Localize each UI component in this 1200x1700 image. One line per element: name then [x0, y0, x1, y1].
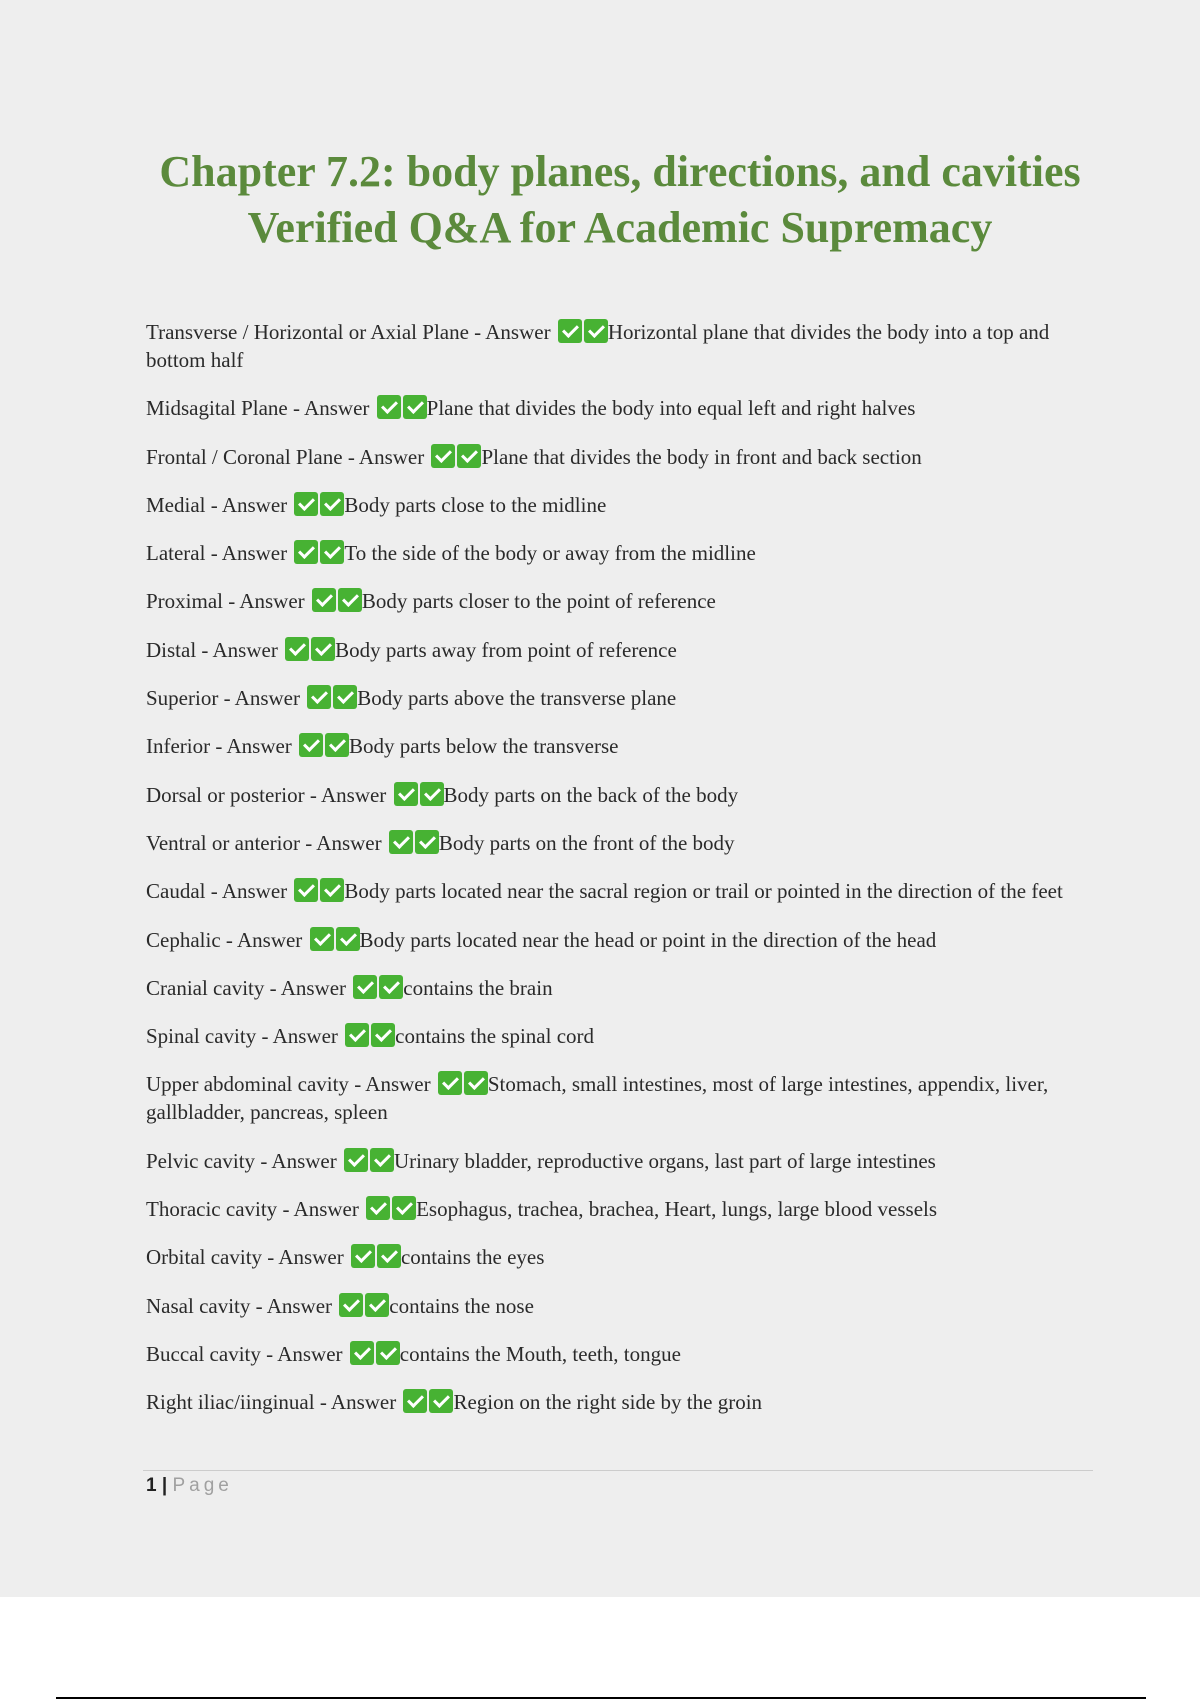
answer-separator: - Answer: [210, 541, 288, 566]
check-mark-icon: [320, 492, 344, 516]
answer-separator: - Answer: [201, 637, 278, 662]
check-mark-icon: [294, 540, 318, 564]
check-mark-icon: [365, 1293, 389, 1317]
answer-separator: - Answer: [309, 782, 387, 807]
bottom-divider: [56, 1697, 1146, 1699]
qa-item: [146, 636, 1091, 664]
check-mark-icon: [464, 1071, 488, 1095]
check-mark-icon: [285, 637, 309, 661]
qa-term: Cranial cavity: [146, 975, 265, 1000]
qa-answer: Body parts away from point of reference: [335, 637, 677, 662]
answer-separator: - Answer: [266, 1341, 343, 1366]
answer-separator: - Answer: [267, 1245, 344, 1270]
check-mark-icon: [389, 830, 413, 854]
qa-term: Proximal: [146, 589, 223, 614]
check-mark-icon: [333, 685, 357, 709]
qa-answer: contains the Mouth, teeth, tongue: [399, 1341, 681, 1366]
qa-item: [146, 1243, 1091, 1271]
check-mark-icon: [312, 588, 336, 612]
qa-item: [146, 829, 1091, 857]
check-mark-icon: [344, 1148, 368, 1172]
qa-answer: Plane that divides the body into equal left and right halves: [426, 396, 916, 421]
answer-separator: - Answer: [225, 927, 303, 952]
qa-item: [146, 1388, 1091, 1416]
qa-answer: contains the spinal cord: [395, 1024, 595, 1049]
answer-separator: - Answer: [223, 686, 300, 711]
check-mark-icon: [429, 1389, 453, 1413]
check-mark-icon: [371, 1023, 395, 1047]
check-mark-icon: [370, 1148, 394, 1172]
check-mark-icon: [325, 733, 349, 757]
qa-term: Right iliac/iinginual: [146, 1390, 315, 1415]
page-number: 1: [146, 1475, 157, 1496]
answer-separator: - Answer: [261, 1024, 338, 1049]
check-mark-icon: [403, 395, 427, 419]
check-mark-icon: [336, 927, 360, 951]
qa-term: Medial: [146, 492, 206, 517]
check-mark-icon: [377, 1244, 401, 1268]
check-mark-icon: [403, 1389, 427, 1413]
qa-term: Inferior: [146, 734, 211, 759]
answer-separator: - Answer: [305, 830, 382, 855]
check-mark-icon: [558, 319, 582, 343]
answer-separator: - Answer: [282, 1197, 359, 1222]
qa-term: Transverse / Horizontal or Axial Plane: [146, 320, 469, 344]
qa-list: [146, 318, 1091, 1437]
check-mark-icon: [438, 1071, 462, 1095]
qa-item: [146, 443, 1091, 471]
qa-term: Thoracic cavity: [146, 1197, 278, 1222]
qa-answer: Body parts closer to the point of reference: [361, 589, 716, 614]
check-mark-icon: [379, 975, 403, 999]
check-mark-icon: [338, 588, 362, 612]
check-mark-icon: [366, 1196, 390, 1220]
qa-answer: To the side of the body or away from the midline: [344, 541, 756, 566]
qa-item: [146, 732, 1091, 760]
qa-answer: Body parts on the back of the body: [443, 782, 739, 807]
qa-item: [146, 587, 1091, 615]
answer-separator: - Answer: [319, 1390, 397, 1415]
qa-term: Distal: [146, 637, 197, 662]
page-footer: [146, 1474, 233, 1498]
qa-item: [146, 1147, 1091, 1175]
qa-answer: Body parts below the transverse: [349, 734, 619, 759]
qa-item: [146, 1292, 1091, 1320]
qa-term: Spinal cavity: [146, 1024, 257, 1049]
qa-term: Upper abdominal cavity: [146, 1072, 349, 1097]
qa-answer: Body parts above the transverse plane: [357, 686, 677, 711]
qa-answer: contains the eyes: [400, 1245, 545, 1270]
check-mark-icon: [420, 782, 444, 806]
check-mark-icon: [345, 1023, 369, 1047]
footer-divider: [143, 1470, 1093, 1471]
qa-item: [146, 539, 1091, 567]
check-mark-icon: [339, 1293, 363, 1317]
check-mark-icon: [376, 1341, 400, 1365]
qa-answer: Body parts close to the midline: [344, 492, 607, 517]
answer-separator: - Answer: [474, 320, 551, 344]
qa-term: Ventral or anterior: [146, 830, 300, 855]
answer-separator: - Answer: [292, 396, 370, 421]
qa-term: Cephalic: [146, 927, 221, 952]
qa-item: [146, 684, 1091, 712]
answer-separator: - Answer: [260, 1148, 337, 1173]
check-mark-icon: [394, 782, 418, 806]
qa-item: [146, 877, 1091, 905]
qa-term: Superior: [146, 686, 219, 711]
check-mark-icon: [310, 927, 334, 951]
qa-answer: Urinary bladder, reproductive organs, last part of large intestines: [393, 1148, 936, 1173]
qa-item: [146, 394, 1091, 422]
page-title: [100, 144, 1140, 256]
qa-answer: Horizontal plane that divides the body into a top and bottom half: [146, 320, 1050, 372]
answer-separator: - Answer: [215, 734, 292, 759]
check-mark-icon: [320, 878, 344, 902]
check-mark-icon: [311, 637, 335, 661]
qa-term: Midsagital Plane: [146, 396, 288, 421]
check-mark-icon: [351, 1244, 375, 1268]
qa-term: Caudal: [146, 879, 206, 904]
qa-term: Lateral: [146, 541, 206, 566]
check-mark-icon: [353, 975, 377, 999]
qa-item: [146, 318, 1091, 374]
answer-separator: - Answer: [210, 879, 288, 904]
answer-separator: - Answer: [210, 492, 288, 517]
check-mark-icon: [584, 319, 608, 343]
qa-term: Frontal / Coronal Plane: [146, 444, 343, 469]
qa-item: [146, 926, 1091, 954]
check-mark-icon: [294, 878, 318, 902]
qa-term: Buccal cavity: [146, 1341, 261, 1366]
qa-term: Dorsal or posterior: [146, 782, 305, 807]
qa-answer: Esophagus, trachea, brachea, Heart, lungs, large blood vessels: [416, 1197, 938, 1222]
check-mark-icon: [307, 685, 331, 709]
qa-term: Nasal cavity: [146, 1293, 251, 1318]
check-mark-icon: [392, 1196, 416, 1220]
qa-item: [146, 1022, 1091, 1050]
qa-answer: Region on the right side by the groin: [453, 1390, 763, 1415]
check-mark-icon: [299, 733, 323, 757]
answer-separator: - Answer: [269, 975, 347, 1000]
answer-separator: - Answer: [228, 589, 305, 614]
qa-item: [146, 974, 1091, 1002]
qa-answer: contains the brain: [403, 975, 553, 1000]
title-line-2: Verified Q&A for Academic Supremacy: [247, 203, 993, 252]
answer-separator: - Answer: [347, 444, 425, 469]
qa-item: [146, 491, 1091, 519]
check-mark-icon: [294, 492, 318, 516]
qa-answer: contains the nose: [389, 1293, 534, 1318]
page-separator: |: [161, 1475, 168, 1496]
qa-answer: Body parts located near the sacral region or trail or pointed in the direction of the feet: [344, 879, 1063, 904]
qa-item: [146, 781, 1091, 809]
qa-item: [146, 1070, 1091, 1126]
page-label: Page: [172, 1475, 233, 1496]
title-line-1: Chapter 7.2: body planes, directions, and cavities: [159, 147, 1081, 196]
check-mark-icon: [377, 395, 401, 419]
qa-answer: Plane that divides the body in front and back section: [481, 444, 922, 469]
answer-separator: - Answer: [255, 1293, 333, 1318]
qa-answer: Body parts located near the head or point in the direction of the head: [359, 927, 937, 952]
qa-answer: Body parts on the front of the body: [438, 830, 735, 855]
qa-term: Orbital cavity: [146, 1245, 263, 1270]
qa-term: Pelvic cavity: [146, 1148, 256, 1173]
qa-item: [146, 1340, 1091, 1368]
answer-separator: - Answer: [354, 1072, 431, 1097]
check-mark-icon: [415, 830, 439, 854]
qa-item: [146, 1195, 1091, 1223]
check-mark-icon: [350, 1341, 374, 1365]
qa-answer: Stomach, small intestines, most of large intestines, appendix, liver, gallbladder, pancreas, spleen: [146, 1072, 1049, 1125]
check-mark-icon: [320, 540, 344, 564]
check-mark-icon: [431, 444, 455, 468]
check-mark-icon: [457, 444, 481, 468]
